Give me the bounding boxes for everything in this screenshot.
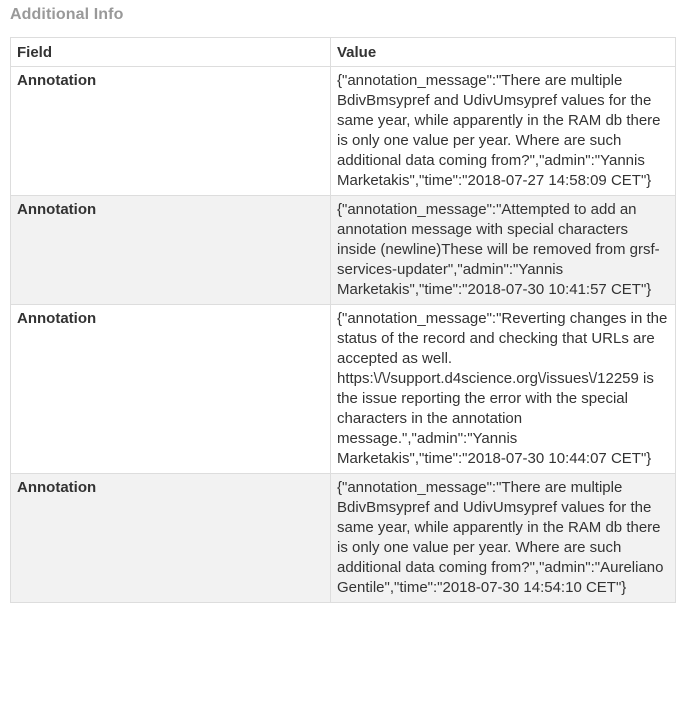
table-row <box>11 305 676 474</box>
value-cell: {"annotation_message":"Reverting changes in the status of the record and checking that URLs are accepted as well. https:\/\/support.d4science.org\/issues\/12259 is the issue reporting the error with the special characters in the annotation message.","admin":"Yannis Marketakis","time":"2018-07-30 10:44:07 CET"} <box>331 305 676 474</box>
field-cell: Annotation <box>11 196 331 305</box>
table-row <box>11 196 676 305</box>
value-cell: {"annotation_message":"There are multiple BdivBmsypref and UdivUmsypref values for the same year, while apparently in the RAM db there is only one value per year. Where are such additional data coming from?","admin":"Yannis Marketakis","time":"2018-07-27 14:58:09 CET"} <box>331 67 676 196</box>
value-cell: {"annotation_message":"Attempted to add an annotation message with special characters inside (newline)These will be removed from grsf-services-updater","admin":"Yannis Marketakis","time":"2018-07-30 10:41:57 CET"} <box>331 196 676 305</box>
table-row <box>11 67 676 196</box>
field-cell: Annotation <box>11 67 331 196</box>
value-column-header: Value <box>331 38 676 67</box>
table-row <box>11 474 676 603</box>
additional-info-table <box>10 37 676 603</box>
section-title: Additional Info <box>10 6 124 23</box>
table-header-row <box>11 38 676 67</box>
field-cell: Annotation <box>11 305 331 474</box>
field-cell: Annotation <box>11 474 331 603</box>
value-cell: {"annotation_message":"There are multiple BdivBmsypref and UdivUmsypref values for the same year, while apparently in the RAM db there is only one value per year. Where are such additional data coming from?","admin":"Aureliano Gentile","time":"2018-07-30 14:54:10 CET"} <box>331 474 676 603</box>
field-column-header: Field <box>11 38 331 67</box>
